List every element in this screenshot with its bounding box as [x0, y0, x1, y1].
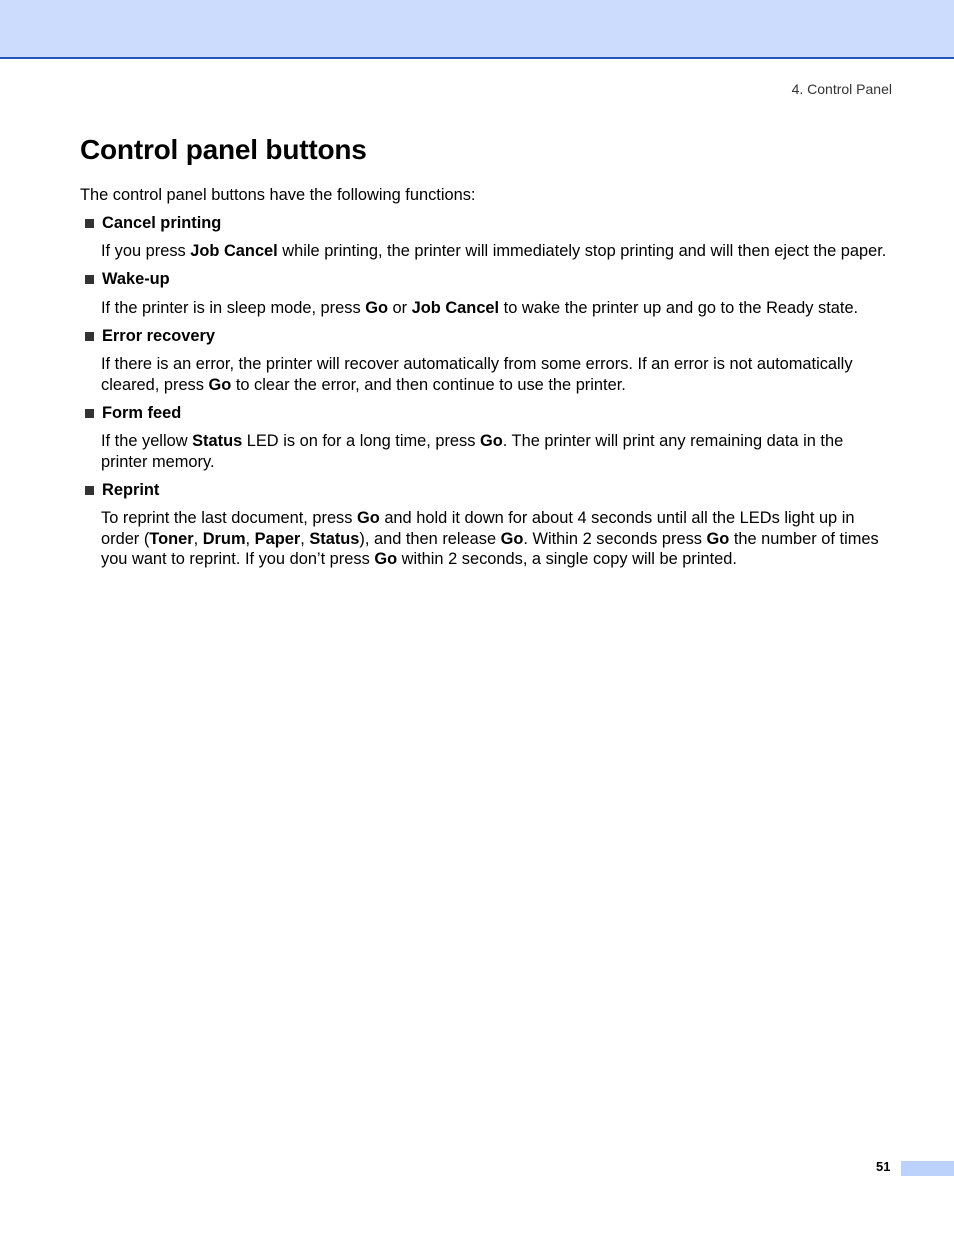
button-name: Paper [254, 529, 301, 548]
square-bullet-icon [85, 219, 94, 228]
button-name: Status [309, 529, 360, 548]
list-item [84, 326, 894, 395]
button-name: Toner [149, 529, 194, 548]
item-heading-label: Error recovery [102, 326, 215, 345]
list-item [84, 270, 894, 319]
button-name: Status [192, 432, 243, 450]
square-bullet-icon [85, 275, 94, 284]
item-heading [84, 213, 894, 233]
square-bullet-icon [85, 332, 94, 341]
intro-paragraph: The control panel buttons have the following functions: [80, 186, 476, 204]
text-run: If you press [101, 242, 191, 260]
button-name: Job Cancel [411, 298, 500, 317]
text-run: the number of times you want to reprint. If you don’t press [101, 529, 879, 568]
item-heading-label: Cancel printing [102, 213, 222, 232]
item-heading-label: Form feed [102, 403, 182, 422]
list-item [84, 480, 894, 570]
running-header: 4. Control Panel [791, 81, 892, 97]
button-name: Go [706, 529, 730, 548]
list-item [84, 213, 894, 262]
text-run: and hold it down for about 4 seconds until all the LEDs light up in order ( [101, 509, 855, 548]
item-description [101, 431, 894, 472]
text-run: LED is on for a long time, press [242, 432, 480, 450]
square-bullet-icon [85, 486, 94, 495]
button-name: Go [374, 550, 398, 568]
text-run: . Within 2 seconds press [523, 529, 707, 548]
square-bullet-icon [85, 409, 94, 418]
text-run: , [245, 529, 255, 548]
header-band [0, 0, 954, 59]
button-name: Go [479, 432, 503, 450]
text-run: . The printer will print any remaining data in the printer memory. [101, 432, 844, 471]
button-name: Drum [202, 529, 246, 548]
button-name: Go [208, 375, 232, 394]
text-run: or [387, 298, 412, 317]
list-item [84, 403, 894, 472]
button-name: Go [500, 529, 524, 548]
item-heading [84, 480, 894, 500]
text-run: to clear the error, and then continue to use the printer. [231, 375, 626, 394]
text-run: If there is an error, the printer will recover automatically from some errors. If an error is not automatically cleared, press [101, 355, 853, 394]
text-run: To reprint the last document, press [101, 509, 357, 527]
button-name: Job Cancel [190, 242, 278, 260]
text-run: within 2 seconds, a single copy will be printed. [397, 550, 737, 568]
item-description [101, 298, 894, 319]
item-description [101, 354, 894, 395]
text-run: If the yellow [101, 432, 193, 450]
item-heading [84, 403, 894, 423]
text-run: If the printer is in sleep mode, press [101, 298, 366, 317]
item-description [101, 508, 894, 570]
item-heading-label: Reprint [102, 480, 160, 499]
item-heading [84, 326, 894, 346]
button-function-list [84, 213, 894, 578]
text-run: , [300, 529, 310, 548]
text-run: to wake the printer up and go to the Ready state. [499, 298, 859, 317]
item-heading [84, 270, 894, 290]
button-name: Go [365, 298, 388, 317]
text-run: , [193, 529, 203, 548]
item-heading-label: Wake-up [102, 270, 170, 288]
page-number: 51 [876, 1159, 891, 1174]
button-name: Go [357, 509, 380, 527]
text-run: ), and then release [359, 529, 501, 548]
page-title: Control panel buttons [80, 134, 367, 165]
text-run: while printing, the printer will immediately stop printing and will then eject the paper. [277, 242, 887, 260]
footer-tab [901, 1161, 954, 1176]
item-description [101, 241, 894, 262]
